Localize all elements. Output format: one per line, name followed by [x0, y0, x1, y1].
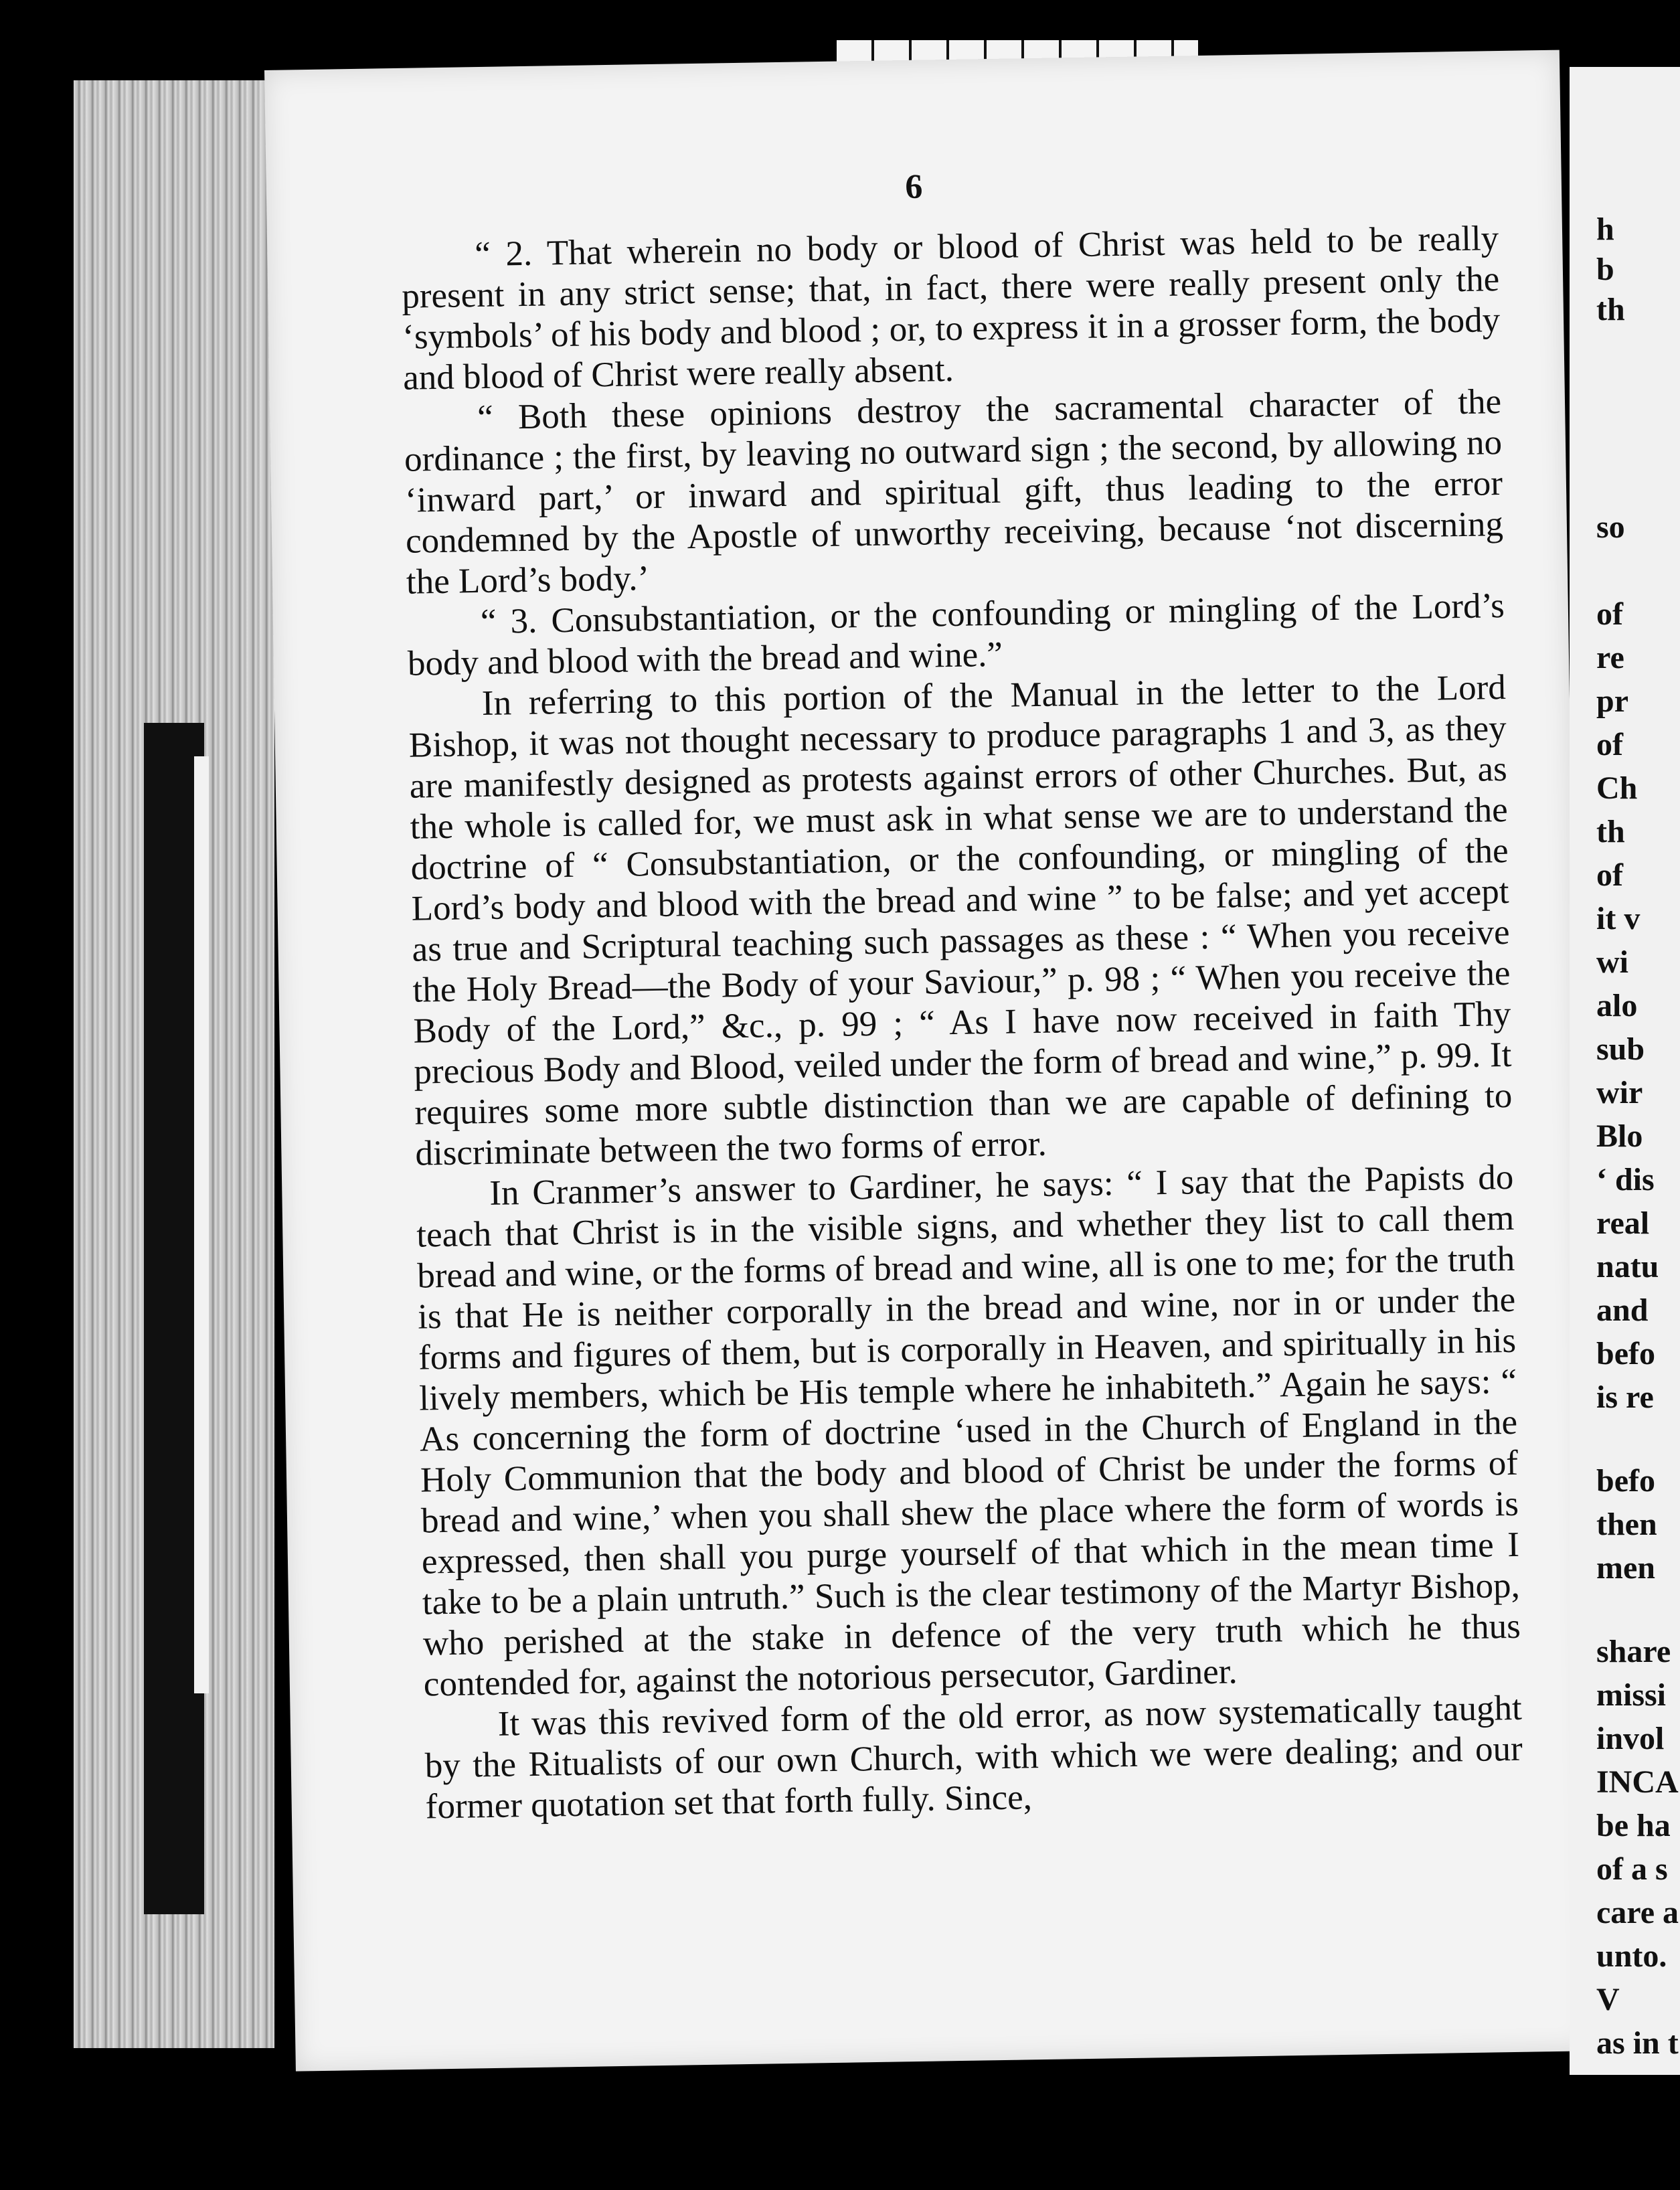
- facing-text: sub: [1596, 1031, 1645, 1067]
- paragraph: In Cranmer’s answer to Gardiner, he says: “ I say that the Papists do teach that Christ is in the visible signs, and whether they list to call them bread and wine, or the forms of bread and wine, all is one to me; for the truth is that He is neither corporally in the bread and wine, nor in or under the forms and figures of them, but is corporally in Heaven, and spiritually in his lively members, which be His temple where he inhabiteth.” Again he says: “ As concerning the form of doctrine ‘used in the Church of England in the Holy Communion that the body and blood of Christ be under the forms of bread and wine,’ when you shall shew the place where the form of words is expressed, then shall you purge yourself of that which in the mean time I take to be a plain untruth.” Such is the clear testimony of the Martyr Bishop, who perished at the stake in defence of the very truth which he thus contended for, against the notorious persecutor, Gardiner.: [416, 1157, 1521, 1704]
- facing-text: so: [1596, 509, 1625, 545]
- facing-text: and: [1596, 1292, 1649, 1328]
- facing-text: befo: [1596, 1336, 1655, 1371]
- facing-text: then: [1596, 1507, 1657, 1542]
- facing-page-fragment: [1570, 67, 1680, 2075]
- facing-text: as in t: [1596, 2025, 1679, 2061]
- facing-text: V: [1596, 1982, 1620, 2017]
- paragraph: “ 2. That wherein no body or blood of Christ was held to be really present in any strict sense; that, in fact, there were really present only the ‘symbols’ of his body and blood ; or, to express it in a grosser form, the body and blood of Christ were really absent.: [401, 219, 1501, 398]
- paragraph: “ Both these opinions destroy the sacramental character of the ordinance ; the first, by leaving no outward sign ; the second, by allowing no ‘inward part,’ or inward and spiritual gift, thus leading to the error condemned by the Apostle of unworthy receiving, because ‘not discerning the Lord’s body.’: [404, 382, 1504, 602]
- facing-text: missi: [1596, 1677, 1667, 1713]
- facing-text: b: [1596, 252, 1614, 287]
- facing-text: th: [1596, 292, 1625, 327]
- facing-text: of: [1596, 857, 1623, 893]
- facing-text: care a: [1596, 1895, 1679, 1930]
- facing-text: share: [1596, 1634, 1671, 1669]
- page-number: 6: [904, 167, 923, 206]
- facing-text: wi: [1596, 944, 1628, 980]
- facing-text: real: [1596, 1205, 1650, 1241]
- facing-text: invol: [1596, 1721, 1665, 1756]
- facing-text: unto.: [1596, 1938, 1667, 1974]
- facing-text: pr: [1596, 683, 1628, 719]
- paragraph: It was this revived form of the old error, as now systematically taught by the Ritualists of our own Church, with which we were dealing; and our former quotation set that forth fully. Since,: [424, 1688, 1523, 1827]
- facing-text: of: [1596, 596, 1623, 632]
- facing-text: Ch: [1596, 770, 1638, 806]
- facing-text: befo: [1596, 1463, 1655, 1499]
- facing-text: Blo: [1596, 1118, 1643, 1154]
- paragraph: “ 3. Consubstantiation, or the confounding or mingling of the Lord’s body and blood with the bread and wine.”: [407, 586, 1505, 683]
- paragraph: In referring to this portion of the Manual in the letter to the Lord Bishop, it was not thought necessary to produce paragraphs 1 and 3, as they are manifestly designed as protests against errors of other Churches. But, as the whole is called for, we must ask in what sense we are to understand the doctrine of “ Consubstantiation, or the confounding, or mingling of the Lord’s body and blood with the bread and wine ” to be false; and yet accept as true and Scriptural teaching such passages as these : “ When you receive the Holy Bread—the Body of your Saviour,” p. 98 ; “ When you receive the Body of the Lord,” &c., p. 99 ; “ As I have now received in faith Thy precious Body and Blood, veiled under the form of bread and wine,” p. 99. It requires some more subtle distinction than we are capable of defining to discriminate between the two forms of error.: [408, 667, 1513, 1173]
- facing-text: h: [1596, 212, 1614, 247]
- facing-text: INCA: [1596, 1764, 1679, 1800]
- facing-text: natu: [1596, 1249, 1659, 1284]
- book-page: [264, 50, 1591, 2072]
- facing-text: it v: [1596, 901, 1641, 936]
- facing-text: ‘ dis: [1596, 1162, 1655, 1197]
- facing-text: of a s: [1596, 1851, 1668, 1887]
- facing-text: wir: [1596, 1075, 1643, 1110]
- page-body: [401, 218, 1523, 1827]
- facing-text: re: [1596, 640, 1624, 675]
- facing-text: th: [1596, 814, 1625, 849]
- page-edge-highlight: [194, 756, 209, 1693]
- facing-text: men: [1596, 1550, 1655, 1586]
- facing-text: of: [1596, 727, 1623, 762]
- facing-text: is re: [1596, 1379, 1654, 1415]
- facing-text: be ha: [1596, 1808, 1671, 1843]
- facing-text: alo: [1596, 988, 1638, 1023]
